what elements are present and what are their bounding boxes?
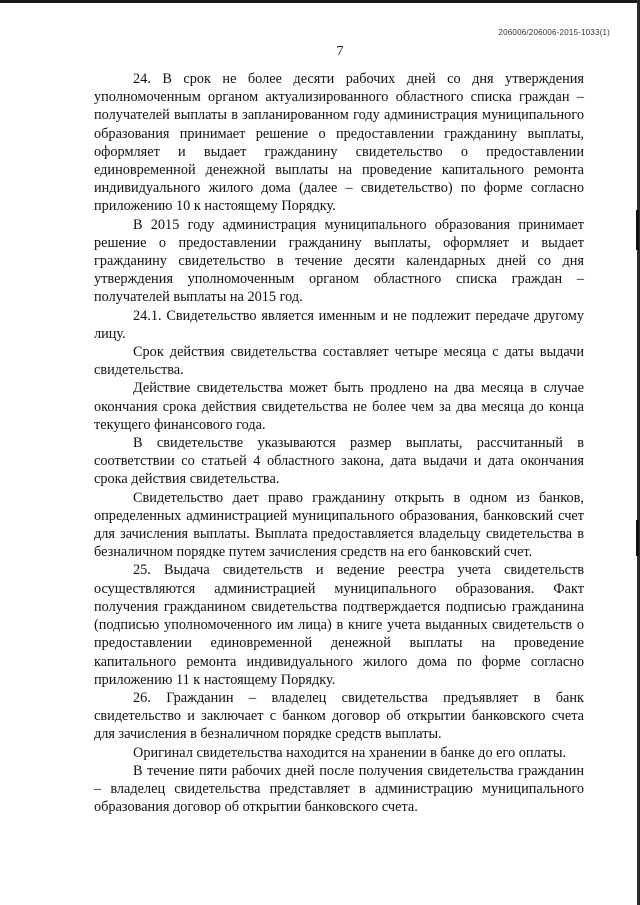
paragraph-24-1: 24.1. Свидетельство является именным и не подлежит передаче другому лицу.: [94, 307, 584, 342]
paragraph-validity-period: Срок действия свидетельства составляет четыре месяца с даты выдачи свидетельства.: [94, 344, 584, 379]
paragraph-extension: Действие свидетельства может быть продлено на два месяца в случае окончания срока действия свидетельства не более чем за два месяца до конца текущего финансового года.: [94, 380, 584, 433]
document-body: [94, 70, 584, 816]
scan-mark: [636, 520, 639, 556]
paragraph-24: 24. В срок не более десяти рабочих дней со дня утверждения уполномоченным органом актуализированного областного списка граждан – получателей выплаты в запланированном году администрация муниципального образования принимает решение о предоставлении гражданину выплаты, оформляет и выдает гражданину свидетельство о предоставлении единовременной денежной выплаты на проведение капитального ремонта индивидуального жилого дома (далее – свидетельство) по форме согласно приложению 10 к настоящему Порядку.: [94, 71, 584, 215]
paragraph-original-storage: Оригинал свидетельства находится на хранении в банке до его оплаты.: [133, 744, 567, 761]
page-number: 7: [336, 44, 344, 59]
scan-border-top: [0, 0, 640, 3]
paragraph-certificate-contents: В свидетельстве указываются размер выплаты, рассчитанный в соответствии со статьей 4 областного закона, дата выдачи и дата окончания срока действия свидетельства.: [94, 435, 584, 488]
paragraph-bank-account: Свидетельство дает право гражданину открыть в одном из банков, определенных администрацией муниципального образования, банковский счет для зачисления выплаты. Выплата предоставляется владельцу свидетельства в безналичном порядке путем зачисления средств на его банковский счет.: [94, 489, 584, 561]
paragraph-26: 26. Гражданин – владелец свидетельства предъявляет в банк свидетельство и заключает с банком договор об открытии банковского счета для зачисления в безналичном порядке средств выплаты.: [94, 689, 584, 743]
scan-mark: [636, 210, 639, 250]
paragraph-account-agreement: В течение пяти рабочих дней после получения свидетельства гражданин – владелец свидетельства представляет в администрацию муниципального образования договор об открытии банковского счета.: [94, 762, 584, 816]
document-code: 206006/206006-2015-1033(1): [498, 28, 610, 37]
paragraph-2015-decision: В 2015 году администрация муниципального образования принимает решение о предоставлении гражданину выплаты, оформляет и выдает гражданину свидетельство в течение десяти календарных дней со дня утверждения уполномоченным органом областного списка граждан – получателей выплаты на 2015 год.: [94, 216, 584, 306]
paragraph-25: 25. Выдача свидетельств и ведение реестра учета свидетельств осуществляются администрацией муниципального образования. Факт получения гражданином свидетельства подтверждается подписью гражданина (подписью уполномоченного им лица) в книге учета выданных свидетельств о предоставлении единовременной денежной выплаты на проведение капитального ремонта индивидуального жилого дома по форме согласно приложению 11 к настоящему Порядку.: [94, 562, 584, 688]
